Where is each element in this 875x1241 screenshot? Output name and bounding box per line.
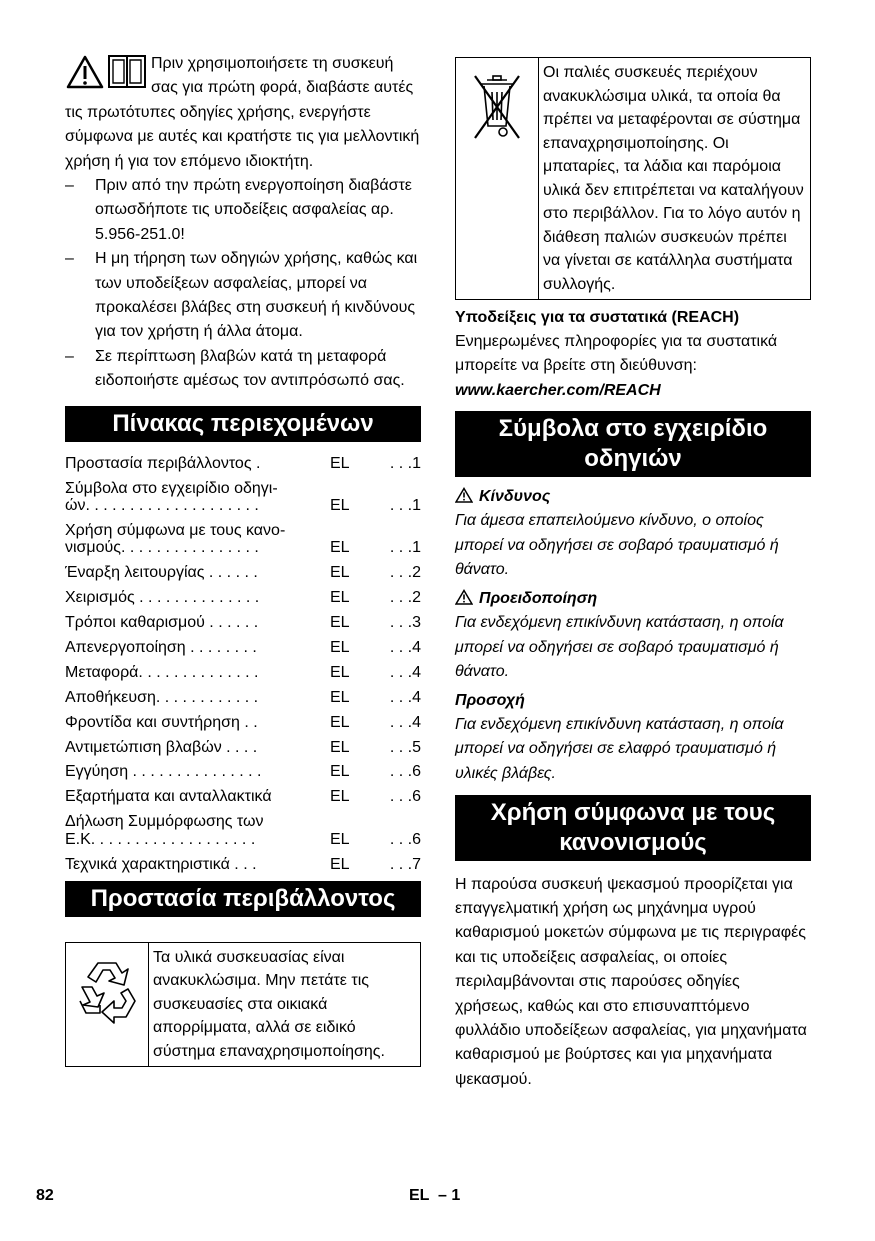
danger-text: Για άμεσα επαπειλούμενο κίνδυνο, ο οποίος μπορεί να οδηγήσει σε σοβαρό τραυματισμό ή θάνατο. <box>455 512 779 579</box>
toc-row[interactable]: Μεταφορά. . . . . . . . . . . . . . EL . . .4 <box>65 663 421 681</box>
intro-icons <box>65 52 149 92</box>
page-number: 82 <box>36 1187 54 1204</box>
toc-row[interactable]: Τεχνικά χαρακτηριστικά . . . EL . . .7 <box>65 855 421 873</box>
right-column <box>455 57 811 1092</box>
intro-section <box>65 52 421 174</box>
list-item: – Πριν από την πρώτη ενεργοποίηση διαβάστε οπωσδήποτε τις υποδείξεις ασφαλείας αρ. 5.956-251.0! <box>65 177 412 243</box>
packaging-text: Τα υλικά συσκευασίας είναι ανακυκλώσιμα. Μην πετάτε τις συσκευασίες στα οικιακά απορρίμματα, αλλά σε ειδικό σύστημα επαναχρησιμοποίησης. <box>153 948 385 1060</box>
footer-lang-page: EL – 1 <box>409 1187 461 1204</box>
symbols-heading: Σύμβολα στο εγχειρίδιο οδηγιών <box>455 411 811 477</box>
toc-row[interactable]: Σύμβολα στο εγχειρίδιο οδηγι- ών. . . . . . . . . . . . . . . . . . . . EL . . .1 <box>65 479 421 515</box>
list-item: – Η μη τήρηση των οδηγιών χρήσης, καθώς και των υποδείξεων ασφαλείας, μπορεί να προκαλέσει βλάβες στη συσκευή ή κινδύνους για τον χρήστη ή άλλα άτομα. <box>65 250 418 341</box>
toc-row[interactable]: Απενεργοποίηση . . . . . . . . EL . . .4 <box>65 639 421 657</box>
manual-book-icon <box>107 54 147 90</box>
reach-title: Υποδείξεις για τα συστατικά (REACH) <box>455 309 740 326</box>
caution-text: Για ενδεχόμενη επικίνδυνη κατάσταση, η οποία μπορεί να οδηγήσει σε ελαφρό τραυματισμό ή υλικές βλάβες. <box>455 715 784 782</box>
weee-icon-cell <box>456 58 539 299</box>
reach-text: Ενημερωμένες πληροφορίες για τα συστατικά μπορείτε να βρείτε στη διεύθυνση: www.kaercher.com/REACH <box>455 333 778 399</box>
toc-row[interactable]: Προστασία περιβάλλοντος . EL . . .1 <box>65 454 421 472</box>
list-item: – Σε περίπτωση βλαβών κατά τη μεταφορά ειδοποιήστε αμέσως τον αντιπρόσωπό σας. <box>65 347 405 390</box>
packaging-recycling-box <box>65 942 421 1068</box>
warning-title: Προειδοποίηση <box>455 587 811 611</box>
toc-row[interactable]: Έναρξη λειτουργίας . . . . . . EL . . .2 <box>65 564 421 582</box>
toc-heading: Πίνακας περιεχομένων <box>65 406 421 442</box>
intro-dash-list <box>65 174 421 394</box>
recycle-icon-cell <box>66 943 149 1067</box>
intended-use-heading: Χρήση σύμφωνα με τους κανονισμούς <box>455 795 811 861</box>
crossed-out-bin-icon <box>469 72 525 144</box>
symbols-section <box>455 485 811 786</box>
toc-row[interactable]: Χειρισμός . . . . . . . . . . . . . . EL . . .2 <box>65 589 421 607</box>
table-of-contents <box>65 455 421 873</box>
recycle-icon <box>72 955 142 1025</box>
toc-row[interactable]: Αντιμετώπιση βλαβών . . . . EL . . .5 <box>65 738 421 756</box>
old-devices-text: Οι παλιές συσκευές περιέχουν ανακυκλώσιμα υλικά, τα οποία θα πρέπει να μεταφέρονται σε σύστημα επαναχρησιμοποίησης. Οι μπαταρίες, τα λάδια και παρόμοια υλικά δεν επιτρέπεται να καταλήγουν στο περιβάλλον. Για το λόγο αυτόν η διάθεση παλιών συσκευών πρέπει να γίνεται σε κατάλληλα συστήματα συλλογής. <box>543 64 804 293</box>
old-devices-box <box>455 57 811 300</box>
warning-text: Για ενδεχόμενη επικίνδυνη κατάσταση, η οποία μπορεί να οδηγήσει σε σοβαρό τραυματισμό ή θάνατο. <box>455 614 784 681</box>
toc-row[interactable]: Χρήση σύμφωνα με τους κανο- νισμούς. . . . . . . . . . . . . . . . EL . . .1 <box>65 521 421 557</box>
toc-row[interactable]: Τρόποι καθαρισμού . . . . . . EL . . .3 <box>65 614 421 632</box>
danger-title: Κίνδυνος <box>455 485 811 509</box>
warning-triangle-icon <box>455 589 473 605</box>
toc-row[interactable]: Δήλωση Συμμόρφωσης των Ε.Κ. . . . . . . . . . . . . . . . . . . EL . . .6 <box>65 813 421 848</box>
toc-row[interactable]: Αποθήκευση. . . . . . . . . . . . EL . . .4 <box>65 688 421 706</box>
reach-link[interactable]: www.kaercher.com/REACH <box>455 381 661 399</box>
warning-triangle-icon <box>455 487 473 503</box>
caution-title: Προσοχή <box>455 691 525 709</box>
intended-use-text: Η παρούσα συσκευή ψεκασμού προορίζεται για επαγγελματική χρήση ως μηχάνημα υγρού καθαρισμού μοκετών σύμφωνα με τις περιγραφές και τις υποδείξεις ασφαλείας, οι οποίες περιλαμβάνονται στις παρούσες οδηγίες χρήσεως, καθώς και στο επισυναπτόμενο φυλλάδιο υποδείξεων ασφαλείας, για μηχανήματα καθαρισμού με βούρτσες και για μηχανήματα ψεκασμού. <box>455 875 807 1088</box>
left-column <box>65 52 421 1067</box>
toc-row[interactable]: Φροντίδα και συντήρηση . . EL . . .4 <box>65 713 421 731</box>
environment-heading: Προστασία περιβάλλοντος <box>65 881 421 917</box>
toc-row[interactable]: Εξαρτήματα και ανταλλακτικά EL . . .6 <box>65 788 421 806</box>
toc-row[interactable]: Εγγύηση . . . . . . . . . . . . . . . EL . . .6 <box>65 763 421 781</box>
intro-text: Πριν χρησιμοποιήσετε τη συσκευή σας για πρώτη φορά, διαβάστε αυτές τις πρωτότυπες οδηγίες χρήσης, ενεργήστε σύμφωνα με αυτές και κρατήστε τις για μελλοντική χρήση ή για τον επόμενο ιδιοκτήτη. <box>65 55 420 170</box>
